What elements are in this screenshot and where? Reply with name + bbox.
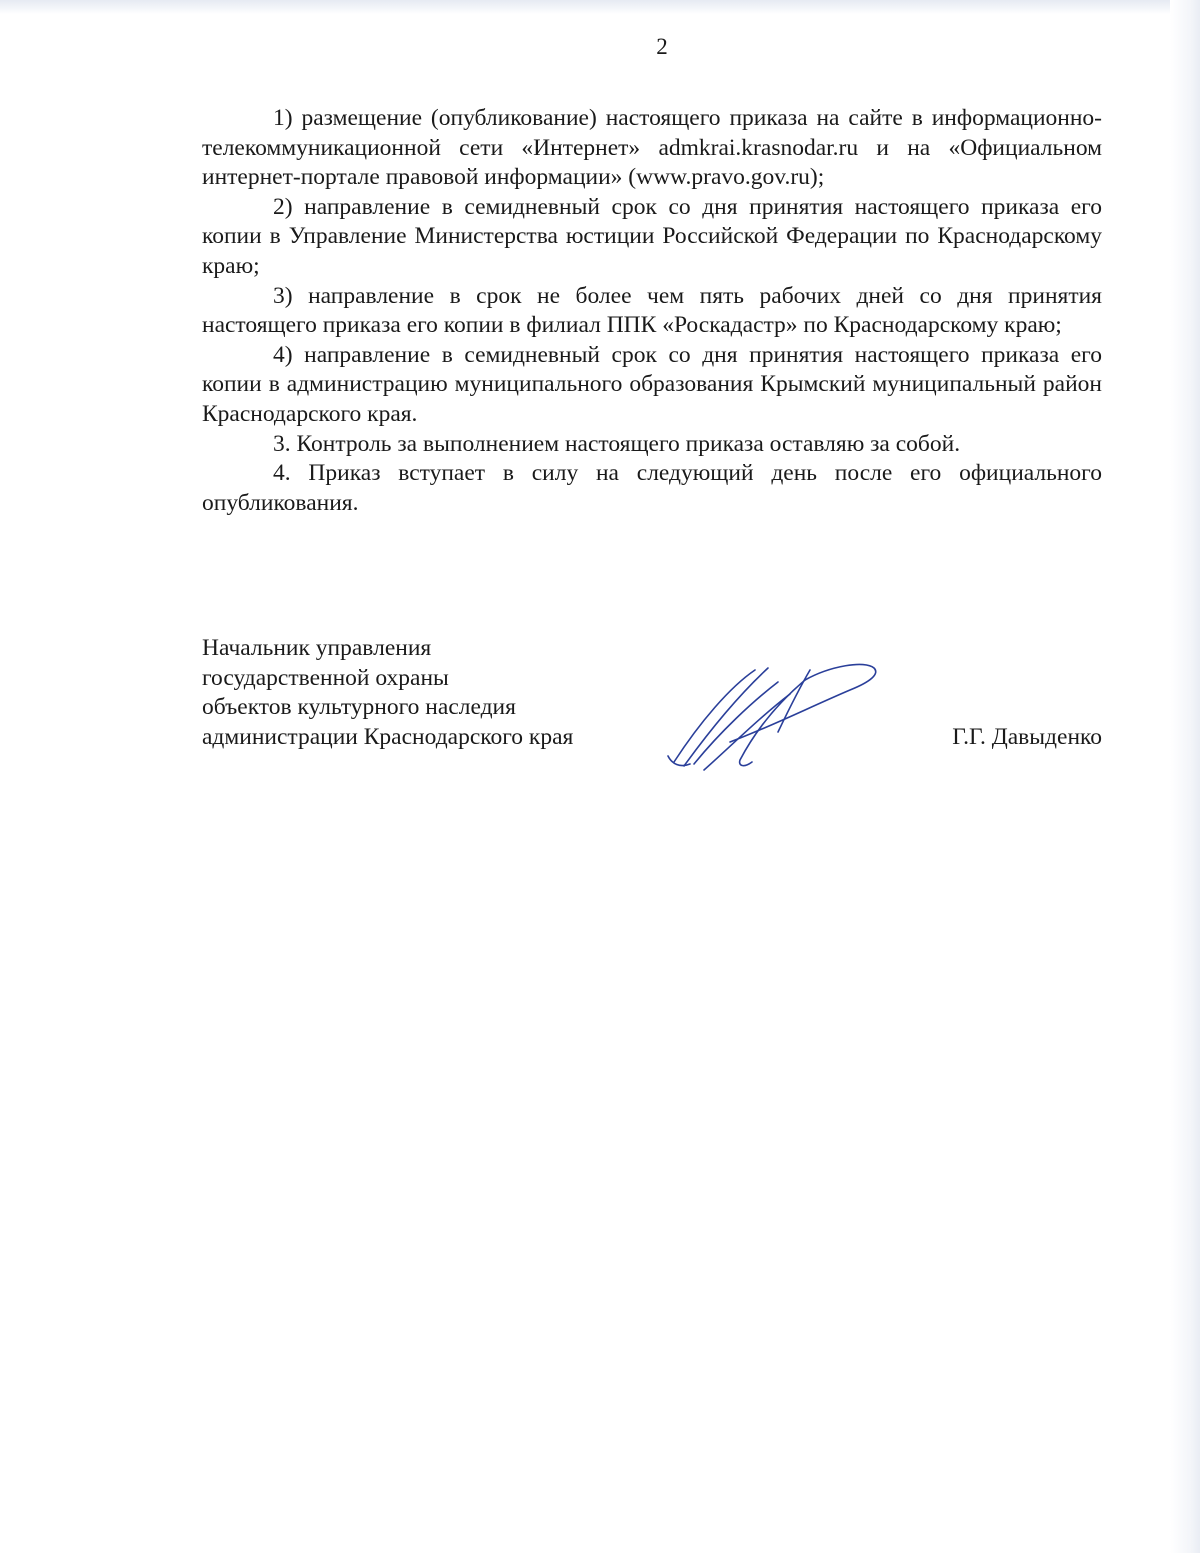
signature-strokes (668, 664, 876, 770)
scan-shadow-top (0, 0, 1200, 14)
paragraph-control: 3. Контроль за выполнением настоящего приказа оставляю за собой. (273, 430, 961, 457)
signer-position (202, 634, 573, 752)
paragraph-item-2: 2) направление в семидневный срок со дня принятия настоящего приказа его копии в Управление Министерства юстиции Российской Федерации по Краснодарскому краю; (202, 193, 1102, 279)
signer-position-line: администрации Краснодарского края (202, 723, 574, 750)
signer-position-line: государственной охраны (202, 664, 449, 691)
handwritten-signature (660, 652, 885, 780)
paragraph-item-4: 4) направление в семидневный срок со дня принятия настоящего приказа его копии в администрацию муниципального образования Крымский муниципальный район Краснодарского края. (202, 341, 1102, 427)
signer-position-line: объектов культурного наследия (202, 694, 516, 721)
signer-name: Г.Г. Давыденко (952, 724, 1102, 750)
scan-shadow-right (1170, 0, 1200, 1553)
document-body (202, 104, 1102, 518)
paragraph-effective: 4. Приказ вступает в силу на следующий день после его официального опубликования. (202, 460, 1102, 516)
signer-position-line: Начальник управления (202, 635, 432, 661)
paragraph-item-3: 3) направление в срок не более чем пять рабочих дней со дня принятия настоящего приказа его копии в филиал ППК «Роскадастр» по Краснодарскому краю; (202, 282, 1102, 339)
paragraph-item-1: 1) размещение (опубликование) настоящего приказа на сайте в информационно-телекоммуникационной сети «Интернет» admkrai.krasnodar.ru и на «Официальном интернет-портале правовой информации» (www.pravo.gov.ru); (202, 105, 1102, 191)
page-number: 2 (656, 34, 668, 59)
